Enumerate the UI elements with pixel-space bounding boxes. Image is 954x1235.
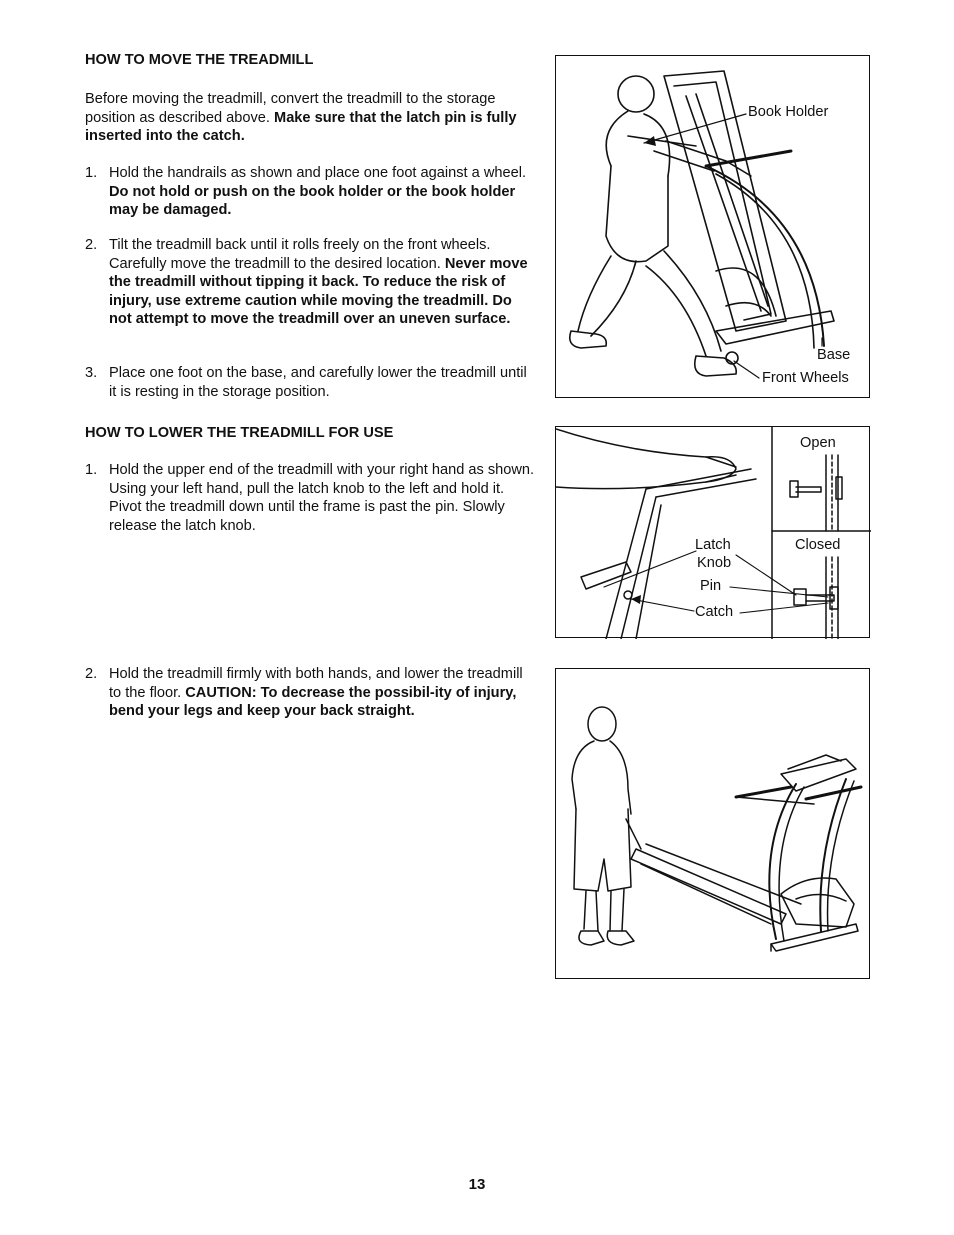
- step-warning: Do not hold or push on the book holder or the book holder may be damaged.: [109, 183, 516, 219]
- label-pin: Pin: [700, 578, 722, 594]
- step-number: 1.: [85, 462, 98, 478]
- lower-treadmill-illustration: [556, 669, 871, 980]
- step-number: 2.: [85, 666, 98, 682]
- step-text: Place one foot on the base, and carefully lower the treadmill until it is resting in the storage position.: [109, 365, 527, 400]
- figure-lower-treadmill: [555, 668, 870, 979]
- step-text: Hold the upper end of the treadmill with your right hand as shown. Using your left hand, pull the latch knob to the left and hold it. Pivot the treadmill down until the frame is past the pin. Slowly release the latch knob.: [109, 462, 535, 534]
- label-base: Base: [817, 347, 851, 363]
- page-number: 13: [468, 1176, 486, 1193]
- section-heading-move: HOW TO MOVE THE TREADMILL: [85, 52, 314, 68]
- label-catch: Catch: [695, 604, 734, 620]
- label-knob: Knob: [697, 555, 732, 571]
- step-text: Hold the handrails as shown and place one foot against a wheel.: [109, 165, 527, 181]
- label-latch: Latch: [695, 537, 731, 553]
- label-closed: Closed: [795, 537, 841, 553]
- figure-latch: [555, 426, 870, 638]
- figure-move-treadmill: [555, 55, 870, 398]
- step-number: 2.: [85, 237, 98, 253]
- step-number: 3.: [85, 365, 98, 381]
- label-book-holder: Book Holder: [748, 104, 829, 120]
- section-heading-lower: HOW TO LOWER THE TREADMILL FOR USE: [85, 425, 394, 441]
- intro-paragraph: [85, 90, 535, 146]
- step-warning: Never move the treadmill without tipping it back. To reduce the risk of injury, use extreme caution while moving the treadmill. Do not attempt to move the treadmill over an uneven surface.: [109, 255, 528, 328]
- step-warning: CAUTION: To decrease the possibil-ity of injury, bend your legs and keep your back straight.: [109, 684, 517, 720]
- label-open: Open: [800, 435, 836, 451]
- move-step-1: [85, 164, 535, 220]
- intro-text: Before moving the treadmill, convert the treadmill to the storage position as described above.: [85, 91, 496, 126]
- move-step-2: [85, 236, 535, 329]
- step-number: 1.: [85, 165, 98, 181]
- step-text: Tilt the treadmill back until it rolls freely on the front wheels. Carefully move the treadmill to the desired location.: [109, 237, 491, 272]
- label-front-wheels: Front Wheels: [762, 370, 849, 386]
- intro-warning: Make sure that the latch pin is fully inserted into the catch.: [85, 109, 517, 145]
- lower-step-1: [85, 461, 535, 535]
- step-text: Hold the treadmill firmly with both hands, and lower the treadmill to the floor.: [109, 666, 523, 701]
- lower-step-2: [85, 665, 535, 721]
- move-step-3: [85, 364, 535, 401]
